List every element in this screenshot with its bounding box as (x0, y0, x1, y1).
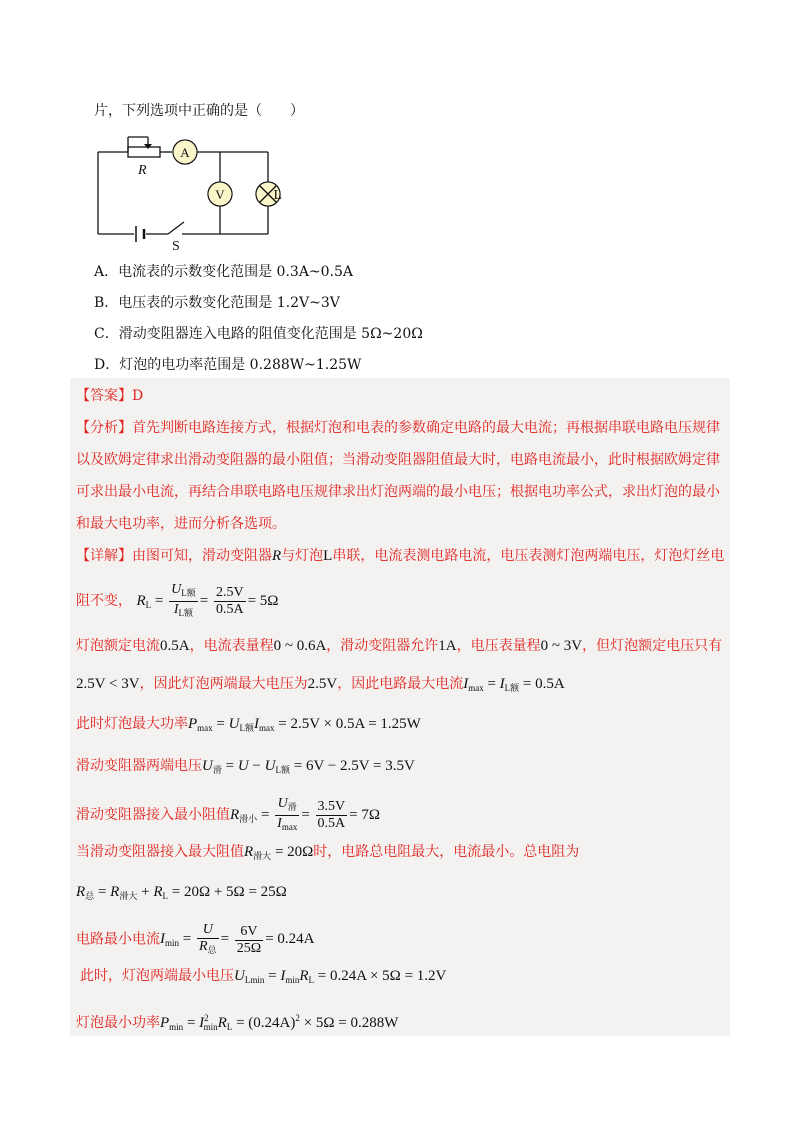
analysis-line-1: 【分析】首先判断电路连接方式，根据灯泡和电表的参数确定电路的最大电流；再根据串联电路电压规律 (76, 420, 720, 436)
lamp-label: L (273, 188, 282, 203)
question-stem: 片，下列选项中正确的是（ ） (94, 103, 304, 119)
rheostat-label: R (138, 163, 147, 178)
ammeter-label: A (180, 145, 190, 160)
max-current-line: 2.5V < 3V，因此灯泡两端最大电压为2.5V，因此电路最大电流$I_{max} = I_{L额} = 0.5A$ (76, 676, 565, 693)
analysis-line-4: 和最大电功率，进而分析各选项。 (76, 516, 286, 532)
detail-line-1: 【详解】由图可知，滑动变阻器R与灯泡L串联，电流表测电路电流，电压表测灯泡两端电压，灯泡灯丝电 (76, 548, 725, 564)
option-a: A．电流表的示数变化范围是 0.3A~0.5A (94, 264, 354, 280)
voltmeter-label: V (215, 187, 225, 202)
rheostat-body (128, 147, 160, 157)
option-c: C．滑动变阻器连入电路的阻值变化范围是 5Ω~20Ω (94, 326, 423, 342)
rmax-line: 当滑动变阻器接入最大阻值$R_{滑大} = 20\Omega$时，电路总电阻最大，电流最小。总电阻为 (76, 844, 580, 861)
imin-line: 电路最小电流$I_{min}$ = $\frac{U}{R_总}$ = $\frac{6V}{25\Omega}$ = 0.24A (76, 922, 315, 956)
rl-formula: $R_L$ = $\frac{U_{L额}}{I_{L额}}$ = $\frac{2.5V}{0.5A}$ = 5Ω (136, 582, 279, 618)
circuit-diagram (92, 134, 282, 254)
battery-symbol (136, 226, 144, 242)
detail-label: 【详解】 (76, 548, 132, 564)
answer-label: 【答案】 (76, 388, 132, 404)
analysis-line-2: 以及欧姆定律求出滑动变阻器的最小阻值；当滑动变阻器阻值最大时，电路电流最小，此时根据欧姆定律 (76, 452, 720, 468)
pmax-line: 此时灯泡最大功率$P_{max} = U_{L额}I_{max} = 2.5V \times 0.5A = 1.25W$ (76, 716, 421, 733)
analysis-label: 【分析】 (76, 420, 132, 436)
answer-line (76, 386, 143, 406)
ulmin-line: 此时，灯泡两端最小电压$U_{Lmin} = I_{min}R_L = 0.24A \times 5\Omega = 1.2V$ (80, 968, 447, 985)
analysis-line-3: 可求出最小电流，再结合串联电路电压规律求出灯泡两端的最小电压；根据电功率公式，求出灯泡的最小 (76, 484, 720, 500)
uslide-line: 滑动变阻器两端电压$U_滑 = U - U_{L额} = 6V - 2.5V = 3.5V$ (76, 758, 415, 775)
rtotal-line: $R_总 = R_{滑大} + R_L = 20\Omega + 5\Omega = 25\Omega$ (76, 884, 287, 901)
pmin-line: 灯泡最小功率$P_{min} = I^2_{min}R_L = (0.24A)^2 \times 5\Omega = 0.288W$ (76, 1013, 399, 1032)
switch-label: S (172, 239, 180, 254)
answer-value: D (132, 388, 144, 404)
rated-line: 灯泡额定电流0.5A，电流表量程0 ~ 0.6A，滑动变阻器允许1A，电压表量程0 ~ 3V，但灯泡额定电压只有 (76, 638, 723, 654)
option-b: B．电压表的示数变化范围是 1.2V~3V (94, 295, 340, 311)
detail-line-2: 阻不变， $R_L$ = $\frac{U_{L额}}{I_{L额}}$ = $\frac{2.5V}{0.5A}$ = 5Ω (76, 582, 279, 618)
switch-blade (168, 222, 184, 234)
option-d: D．灯泡的电功率范围是 0.288W~1.25W (94, 357, 362, 373)
rmin-line: 滑动变阻器接入最小阻值$R_{滑小}$ = $\frac{U_滑}{I_{max}}$ = $\frac{3.5V}{0.5A}$ = 7Ω (76, 796, 381, 832)
